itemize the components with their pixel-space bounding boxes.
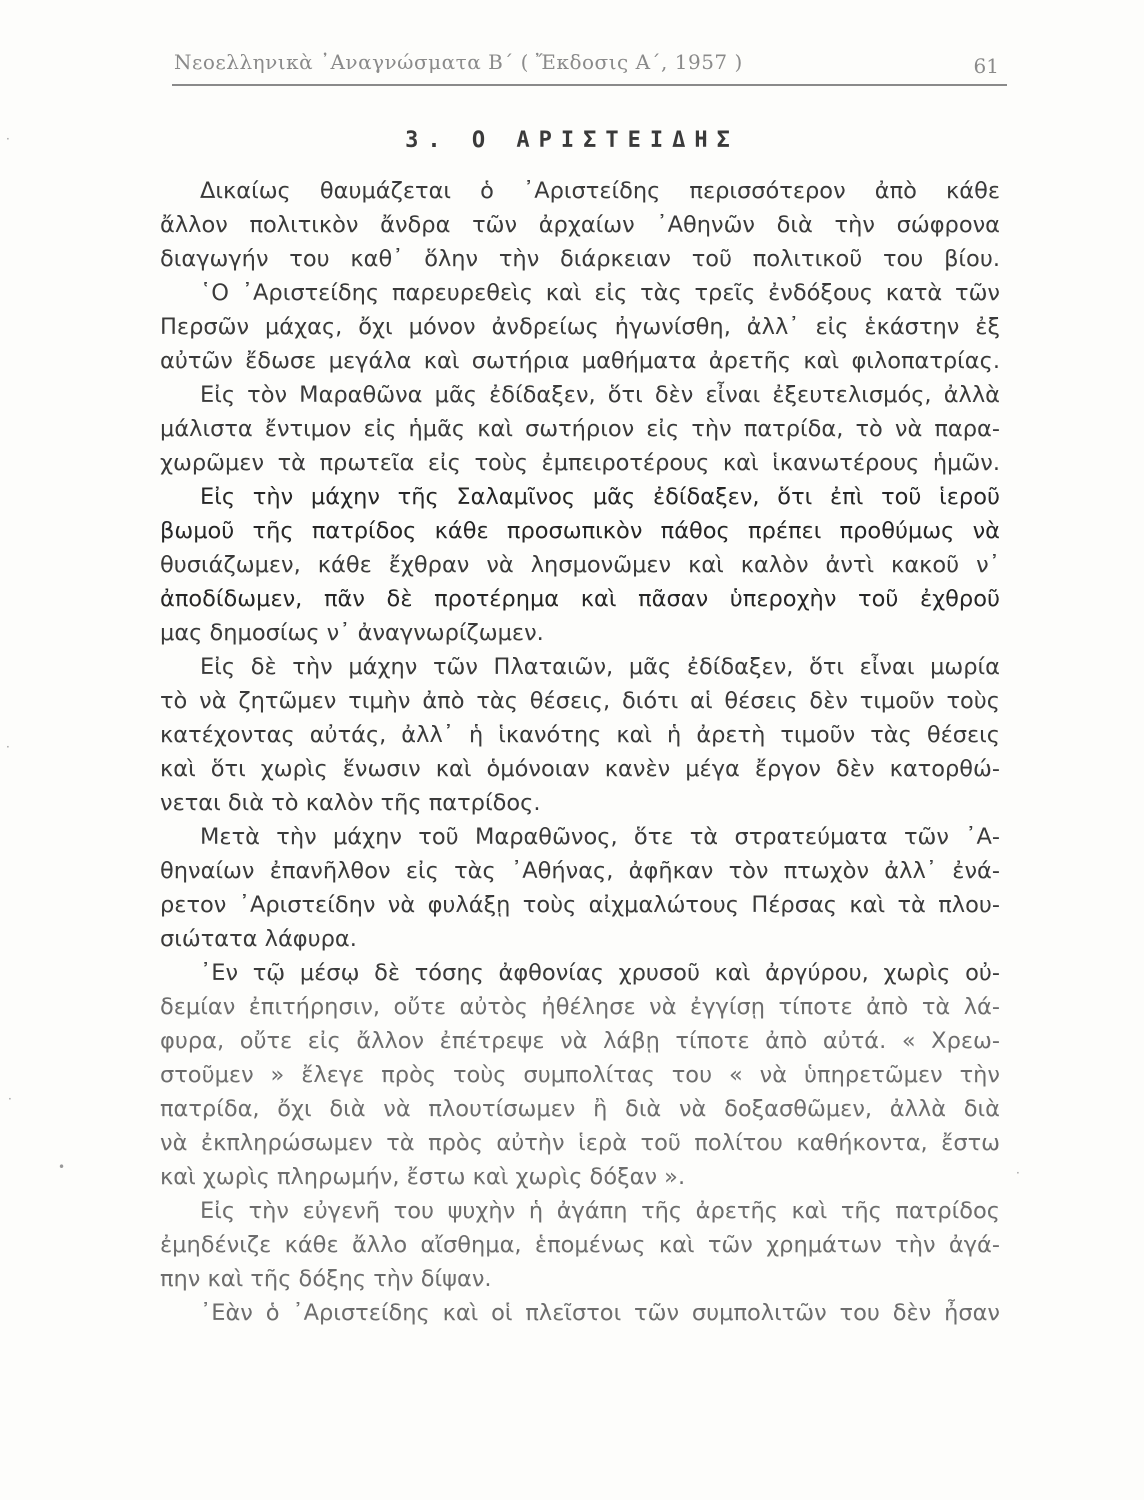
text-line: νεται διὰ τὸ καλὸν τῆς πατρίδος. [160,790,541,816]
margin-tick-mark: • [58,1160,66,1174]
text-line: καὶ χωρὶς πληρωμήν, ἔστω καὶ χωρὶς δόξαν ». [160,1164,686,1190]
text-line: ἐμηδένιζε κάθε ἄλλο αἴσθημα, ἑπομένως καὶ τῶν χρημάτων τὴν ἀγά- [160,1232,1000,1258]
text-line: Εἰς δὲ τὴν μάχην τῶν Πλαταιῶν, μᾶς ἐδίδαξεν, ὅτι εἶναι μωρία [200,654,1000,680]
text-line: μάλιστα ἔντιμον εἰς ἡμᾶς καὶ σωτήριον εἰς τὴν πατρίδα, τὸ νὰ παρα- [160,416,1000,442]
running-header [172,44,1007,86]
text-line: θυσιάζωμεν, κάθε ἔχθραν νὰ λησμονῶμεν καὶ καλὸν ἀντὶ κακοῦ ν᾿ [160,552,1000,578]
text-line: αὐτῶν ἔδωσε μεγάλα καὶ σωτήρια μαθήματα ἀρετῆς καὶ φιλοπατρίας. [160,348,1000,374]
text-line: Περσῶν μάχας, ὄχι μόνον ἀνδρείως ἠγωνίσθη, ἀλλ᾿ εἰς ἑκάστην ἐξ [160,314,1000,340]
text-line: ᾿Εὰν ὁ ᾿Αριστείδης καὶ οἱ πλεῖστοι τῶν συμπολιτῶν του δὲν ἦσαν [200,1300,1000,1326]
text-line: στοῦμεν » ἔλεγε πρὸς τοὺς συμπολίτας του « νὰ ὑπηρετῶμεν τὴν [160,1062,1000,1088]
margin-tick-mark: · [1016,1166,1020,1180]
text-line: πην καὶ τῆς δόξης τὴν δίψαν. [160,1266,492,1292]
margin-tick-mark: · [6,132,10,146]
text-line: διαγωγήν του καθ᾿ ὅλην τὴν διάρκειαν τοῦ πολιτικοῦ του βίου. [160,246,1000,272]
text-line: κατέχοντας αὐτάς, ἀλλ᾿ ἡ ἱκανότης καὶ ἡ ἀρετὴ τιμοῦν τὰς θέσεις [160,722,1000,748]
running-title: Νεοελληνικὰ ᾿Αναγνώσματα Β΄ ( Ἔκδοσις Α΄, 1957 ) [174,50,743,74]
text-line: ῾Ο ᾿Αριστείδης παρευρεθεὶς καὶ εἰς τὰς τρεῖς ἐνδόξους κατὰ τῶν [200,280,1000,306]
text-line: ρετον ᾿Αριστείδην νὰ φυλάξῃ τοὺς αἰχμαλώτους Πέρσας καὶ τὰ πλου- [160,892,1000,918]
text-line: Εἰς τὴν εὐγενῆ του ψυχὴν ἡ ἀγάπη τῆς ἀρετῆς καὶ τῆς πατρίδος [200,1198,1000,1224]
text-line: Δικαίως θαυμάζεται ὁ ᾿Αριστείδης περισσότερον ἀπὸ κάθε [200,178,1000,204]
text-line: Εἰς τὸν Μαραθῶνα μᾶς ἐδίδαξεν, ὅτι δὲν εἶναι ἐξευτελισμός, ἀλλὰ [200,382,1000,408]
text-line: ἀποδίδωμεν, πᾶν δὲ προτέρημα καὶ πᾶσαν ὑπεροχὴν τοῦ ἐχθροῦ [160,586,1000,612]
text-line: Μετὰ τὴν μάχην τοῦ Μαραθῶνος, ὅτε τὰ στρατεύματα τῶν ᾿Α- [200,824,1000,850]
text-line: χωρῶμεν τὰ πρωτεῖα εἰς τοὺς ἐμπειροτέρους καὶ ἱκανωτέρους ἡμῶν. [160,450,1000,476]
text-line: θηναίων ἐπανῆλθον εἰς τὰς ᾿Αθήνας, ἀφῆκαν τὸν πτωχὸν ἀλλ᾿ ἐνά- [160,858,1000,884]
margin-tick-mark: · [8,1092,12,1106]
text-line: καὶ ὅτι χωρὶς ἕνωσιν καὶ ὁμόνοιαν κανὲν μέγα ἔργον δὲν κατορθώ- [160,756,1000,782]
text-line: πατρίδα, ὄχι διὰ νὰ πλουτίσωμεν ἢ διὰ νὰ δοξασθῶμεν, ἀλλὰ διὰ [160,1096,1000,1122]
text-line: Εἰς τὴν μάχην τῆς Σαλαμῖνος μᾶς ἐδίδαξεν, ὅτι ἐπὶ τοῦ ἱεροῦ [200,484,1000,510]
text-line: νὰ ἐκπληρώσωμεν τὰ πρὸς αὐτὴν ἱερὰ τοῦ πολίτου καθήκοντα, ἔστω [160,1130,1000,1156]
margin-tick-mark: · [6,740,10,754]
text-line: φυρα, οὔτε εἰς ἄλλον ἐπέτρεψε νὰ λάβῃ τίποτε ἀπὸ αὐτά. « Χρεω- [160,1028,1000,1054]
text-line: τὸ νὰ ζητῶμεν τιμὴν ἀπὸ τὰς θέσεις, διότι αἱ θέσεις δὲν τιμοῦν τοὺς [160,688,1000,714]
page-number: 61 [973,54,999,78]
text-line: βωμοῦ τῆς πατρίδος κάθε προσωπικὸν πάθος πρέπει προθύμως νὰ [160,518,1000,544]
text-line: σιώτατα λάφυρα. [160,926,357,952]
text-line: ᾿Εν τῷ μέσῳ δὲ τόσης ἀφθονίας χρυσοῦ καὶ ἀργύρου, χωρὶς οὐ- [200,960,1000,986]
text-line: ἄλλον πολιτικὸν ἄνδρα τῶν ἀρχαίων ᾿Αθηνῶν διὰ τὴν σώφρονα [160,212,1000,238]
chapter-title: 3. Ο ΑΡΙΣΤΕΙΔΗΣ [405,128,739,153]
text-line: μας δημοσίως ν᾿ ἀναγνωρίζωμεν. [160,620,544,646]
text-line: δεμίαν ἐπιτήρησιν, οὔτε αὐτὸς ἠθέλησε νὰ ἐγγίσῃ τίποτε ἀπὸ τὰ λά- [160,994,1000,1020]
